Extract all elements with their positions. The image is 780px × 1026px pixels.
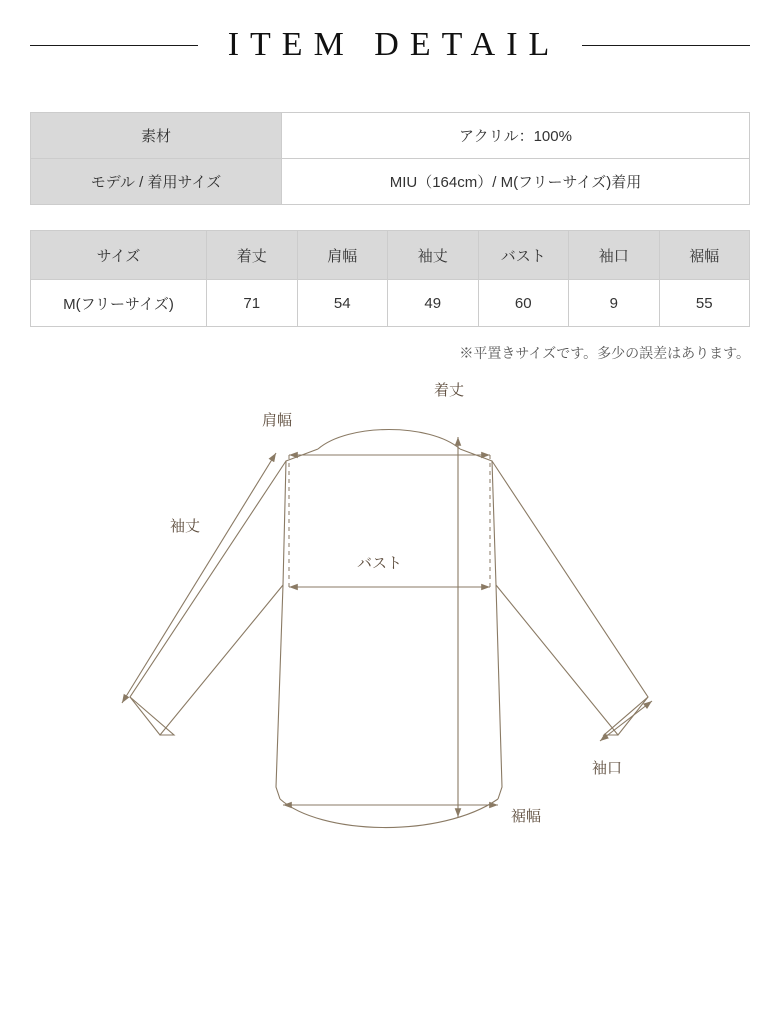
material-label: 素材 (31, 113, 282, 159)
table-row (31, 159, 750, 205)
size-header-length: 着丈 (207, 231, 298, 280)
garment-outline (130, 430, 648, 828)
size-header-hem: 裾幅 (659, 231, 750, 280)
title-rule-left (30, 45, 198, 46)
size-table (30, 230, 750, 327)
garment-diagram-svg (0, 387, 780, 947)
diagram-label-length: 着丈 (434, 382, 465, 399)
material-table-wrap (0, 112, 780, 205)
title-rule-right (582, 45, 750, 46)
size-cell-shoulder: 54 (297, 280, 388, 327)
measure-arrows (122, 437, 652, 817)
garment-diagram (0, 382, 780, 947)
model-value: MIU（164cm）/ M(フリーサイズ)着用 (282, 159, 750, 205)
diagram-label-shoulder: 肩幅 (262, 412, 293, 429)
size-header-cuff: 袖口 (569, 231, 660, 280)
page-title: ITEM DETAIL (227, 26, 561, 63)
size-table-wrap (0, 230, 780, 327)
table-row (31, 113, 750, 159)
material-value: アクリル：100% (282, 113, 750, 159)
page-title-row (0, 26, 780, 64)
model-label: モデル / 着用サイズ (31, 159, 282, 205)
material-table (30, 112, 750, 205)
size-header-bust: バスト (478, 231, 569, 280)
size-note: ※平置きサイズです。多少の誤差はあります。 (459, 345, 750, 361)
size-cell-bust: 60 (478, 280, 569, 327)
size-header-shoulder: 肩幅 (297, 231, 388, 280)
size-table-header-row (31, 231, 750, 280)
size-cell-cuff: 9 (569, 280, 660, 327)
size-header-sleeve: 袖丈 (388, 231, 479, 280)
diagram-label-sleeve: 袖丈 (170, 518, 201, 535)
table-row (31, 280, 750, 327)
size-cell-length: 71 (207, 280, 298, 327)
size-cell-hem: 55 (659, 280, 750, 327)
diagram-label-cuff: 袖口 (592, 760, 623, 777)
size-cell-sleeve: 49 (388, 280, 479, 327)
size-header-size: サイズ (31, 231, 207, 280)
size-cell-name: M(フリーサイズ) (31, 280, 207, 327)
diagram-label-bust: バスト (357, 555, 403, 572)
diagram-label-hem: 裾幅 (511, 808, 542, 825)
